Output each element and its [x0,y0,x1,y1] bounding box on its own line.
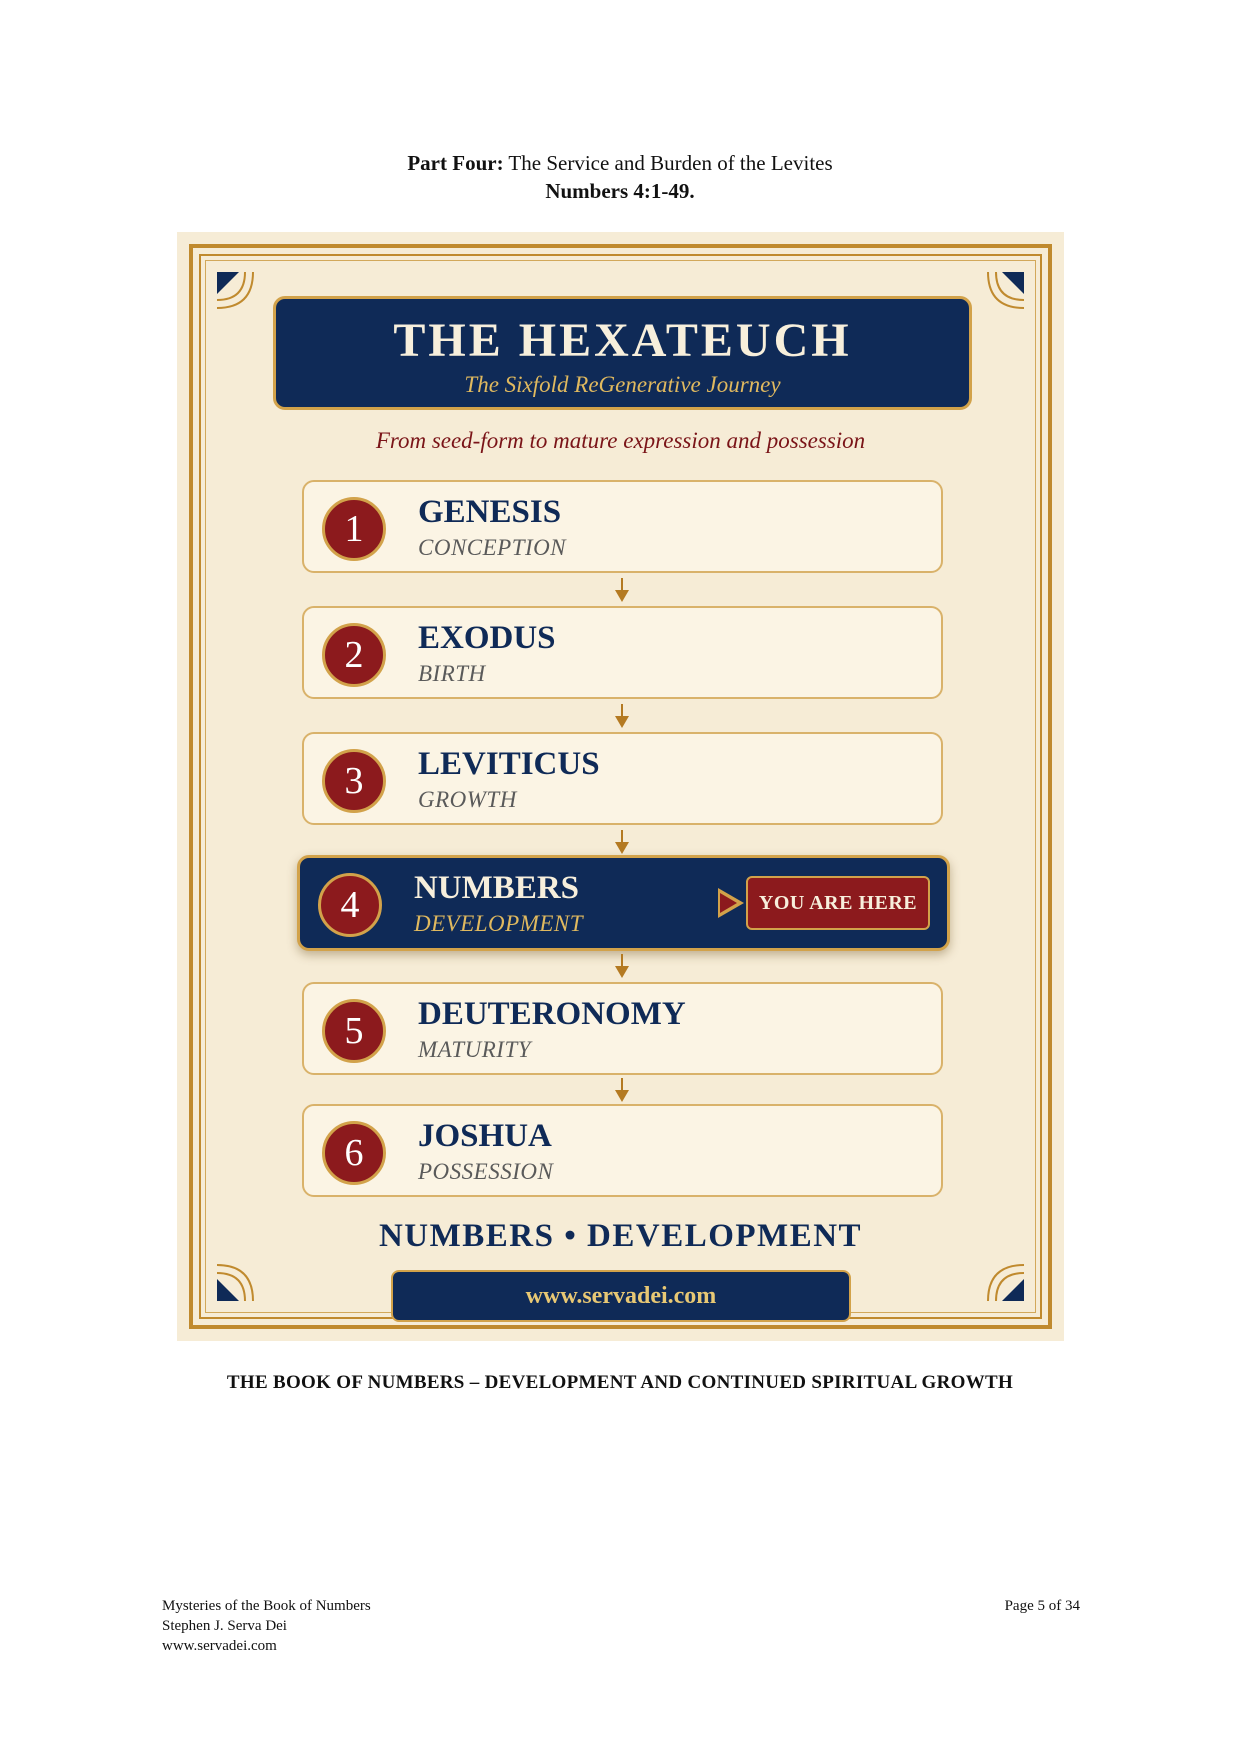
corner-ornament-top-left-icon [215,270,259,314]
step-card-joshua [302,1104,943,1197]
footer-website: www.servadei.com [162,1638,277,1654]
step-number-badge: 6 [322,1121,386,1185]
figure-caption: THE BOOK OF NUMBERS – DEVELOPMENT AND CONTINUED SPIRITUAL GROWTH [226,1372,1014,1393]
poster-url-banner: www.servadei.com [391,1270,851,1322]
step-number-badge: 5 [322,999,386,1063]
hexateuch-poster [177,232,1064,1341]
step-stage: GROWTH [418,787,517,812]
step-name: JOSHUA [418,1118,552,1154]
step-name: NUMBERS [414,870,580,906]
part-heading [0,150,1240,176]
step-stage: BIRTH [418,661,486,686]
you-are-here-badge: YOU ARE HERE [746,876,930,930]
step-name: GENESIS [418,494,562,530]
poster-title-banner [273,296,972,410]
poster-footer-line: NUMBERS • DEVELOPMENT [378,1218,863,1254]
step-stage: POSSESSION [418,1159,554,1184]
part-title: The Service and Burden of the Levites [503,151,833,175]
step-number-badge: 4 [318,873,382,937]
step-card-leviticus [302,732,943,825]
step-number-badge: 2 [322,623,386,687]
page-number: Page 5 of 34 [1004,1598,1080,1614]
part-label: Part Four: [407,151,504,175]
poster-title: THE HEXATEUCH [393,314,852,367]
poster-subtitle: The Sixfold ReGenerative Journey [464,372,781,397]
step-card-exodus [302,606,943,699]
down-arrow-icon [615,1078,629,1104]
down-arrow-icon [615,954,629,980]
step-stage: CONCEPTION [418,535,567,560]
scripture-reference: Numbers 4:1-49. [545,179,695,203]
you-are-here-marker [718,876,930,930]
down-arrow-icon [615,704,629,730]
step-card-genesis [302,480,943,573]
step-stage: MATURITY [418,1037,532,1062]
poster-tagline: From seed-form to mature expression and possession [375,428,866,453]
step-name: EXODUS [418,620,556,656]
corner-ornament-top-right-icon [982,270,1026,314]
footer-author: Stephen J. Serva Dei [162,1618,287,1634]
step-stage: DEVELOPMENT [414,911,584,936]
step-name: DEUTERONOMY [418,996,686,1032]
down-arrow-icon [615,578,629,604]
step-number-badge: 3 [322,749,386,813]
down-arrow-icon [615,830,629,856]
corner-ornament-bottom-left-icon [215,1259,259,1303]
step-number-badge: 1 [322,497,386,561]
page-footer-left [162,1596,371,1656]
step-card-deuteronomy [302,982,943,1075]
footer-book-title: Mysteries of the Book of Numbers [162,1598,371,1614]
step-card-numbers-active [297,855,950,951]
step-name: LEVITICUS [418,746,600,782]
corner-ornament-bottom-right-icon [982,1259,1026,1303]
